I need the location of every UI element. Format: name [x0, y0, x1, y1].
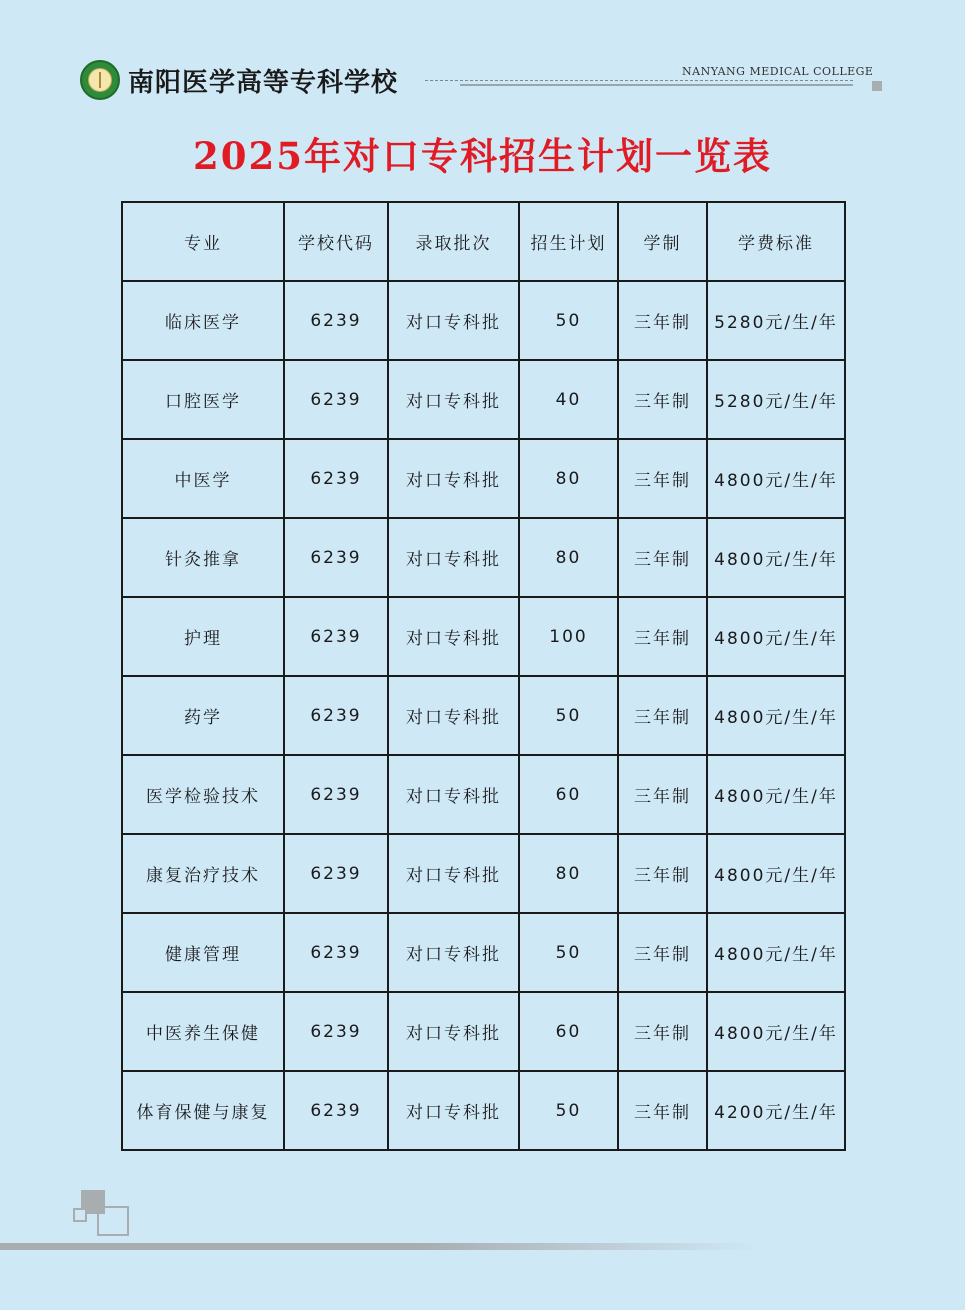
cell-school-code: 6239	[284, 834, 388, 913]
table-row	[122, 913, 845, 992]
header-cell-major: 专业	[122, 202, 284, 281]
corner-decoration	[872, 81, 882, 91]
cell-major: 临床医学	[122, 281, 284, 360]
cell-school-code: 6239	[284, 360, 388, 439]
cell-major: 口腔医学	[122, 360, 284, 439]
page-header	[80, 58, 890, 102]
cell-admission-batch: 对口专科批	[388, 834, 519, 913]
cell-enrollment-plan: 60	[519, 992, 618, 1071]
cell-enrollment-plan: 80	[519, 834, 618, 913]
cell-admission-batch: 对口专科批	[388, 281, 519, 360]
table-row	[122, 597, 845, 676]
school-emblem-icon	[80, 60, 120, 100]
header-cell-duration: 学制	[618, 202, 707, 281]
cell-duration: 三年制	[618, 281, 707, 360]
cell-major: 中医学	[122, 439, 284, 518]
cell-admission-batch: 对口专科批	[388, 439, 519, 518]
cell-duration: 三年制	[618, 834, 707, 913]
cell-tuition: 4800元/生/年	[707, 755, 845, 834]
cell-admission-batch: 对口专科批	[388, 597, 519, 676]
cell-school-code: 6239	[284, 281, 388, 360]
cell-tuition: 4800元/生/年	[707, 518, 845, 597]
cell-duration: 三年制	[618, 676, 707, 755]
cell-major: 护理	[122, 597, 284, 676]
cell-school-code: 6239	[284, 597, 388, 676]
header-cell-admission-batch: 录取批次	[388, 202, 519, 281]
cell-school-code: 6239	[284, 518, 388, 597]
footer-square-decoration	[73, 1190, 133, 1250]
table-row	[122, 518, 845, 597]
cell-admission-batch: 对口专科批	[388, 755, 519, 834]
cell-admission-batch: 对口专科批	[388, 676, 519, 755]
cell-major: 体育保健与康复	[122, 1071, 284, 1150]
cell-duration: 三年制	[618, 360, 707, 439]
table-header-row	[122, 202, 845, 281]
table-row	[122, 992, 845, 1071]
cell-admission-batch: 对口专科批	[388, 913, 519, 992]
cell-school-code: 6239	[284, 676, 388, 755]
cell-enrollment-plan: 50	[519, 913, 618, 992]
cell-major: 药学	[122, 676, 284, 755]
cell-school-code: 6239	[284, 992, 388, 1071]
cell-major: 针灸推拿	[122, 518, 284, 597]
header-cell-enrollment-plan: 招生计划	[519, 202, 618, 281]
cell-enrollment-plan: 50	[519, 676, 618, 755]
cell-school-code: 6239	[284, 755, 388, 834]
cell-admission-batch: 对口专科批	[388, 360, 519, 439]
cell-tuition: 4800元/生/年	[707, 439, 845, 518]
cell-school-code: 6239	[284, 913, 388, 992]
table-row	[122, 281, 845, 360]
cell-duration: 三年制	[618, 755, 707, 834]
table-row	[122, 1071, 845, 1150]
cell-duration: 三年制	[618, 439, 707, 518]
cell-tuition: 4200元/生/年	[707, 1071, 845, 1150]
cell-duration: 三年制	[618, 597, 707, 676]
cell-duration: 三年制	[618, 1071, 707, 1150]
header-divider	[425, 80, 853, 81]
cell-major: 医学检验技术	[122, 755, 284, 834]
header-divider-bar	[460, 84, 853, 86]
cell-major: 健康管理	[122, 913, 284, 992]
cell-tuition: 4800元/生/年	[707, 834, 845, 913]
table-row	[122, 834, 845, 913]
header-cell-tuition: 学费标准	[707, 202, 845, 281]
cell-duration: 三年制	[618, 518, 707, 597]
cell-admission-batch: 对口专科批	[388, 992, 519, 1071]
cell-enrollment-plan: 80	[519, 518, 618, 597]
cell-enrollment-plan: 50	[519, 1071, 618, 1150]
cell-school-code: 6239	[284, 439, 388, 518]
cell-duration: 三年制	[618, 913, 707, 992]
cell-tuition: 5280元/生/年	[707, 281, 845, 360]
cell-major: 中医养生保健	[122, 992, 284, 1071]
table-row	[122, 439, 845, 518]
header-cell-school-code: 学校代码	[284, 202, 388, 281]
cell-school-code: 6239	[284, 1071, 388, 1150]
cell-admission-batch: 对口专科批	[388, 1071, 519, 1150]
cell-enrollment-plan: 100	[519, 597, 618, 676]
cell-tuition: 4800元/生/年	[707, 676, 845, 755]
enrollment-plan-table	[121, 201, 846, 1151]
cell-admission-batch: 对口专科批	[388, 518, 519, 597]
cell-major: 康复治疗技术	[122, 834, 284, 913]
cell-tuition: 5280元/生/年	[707, 360, 845, 439]
page-title: 2025年对口专科招生计划一览表	[193, 134, 772, 178]
cell-enrollment-plan: 50	[519, 281, 618, 360]
cell-tuition: 4800元/生/年	[707, 597, 845, 676]
school-name: 南阳医学高等专科学校	[128, 68, 399, 98]
english-school-name: NANYANG MEDICAL COLLEGE	[682, 65, 874, 78]
cell-duration: 三年制	[618, 992, 707, 1071]
table-row	[122, 360, 845, 439]
table-row	[122, 755, 845, 834]
cell-enrollment-plan: 40	[519, 360, 618, 439]
cell-enrollment-plan: 60	[519, 755, 618, 834]
footer-bar	[0, 1243, 760, 1250]
cell-enrollment-plan: 80	[519, 439, 618, 518]
table-row	[122, 676, 845, 755]
cell-tuition: 4800元/生/年	[707, 913, 845, 992]
cell-tuition: 4800元/生/年	[707, 992, 845, 1071]
